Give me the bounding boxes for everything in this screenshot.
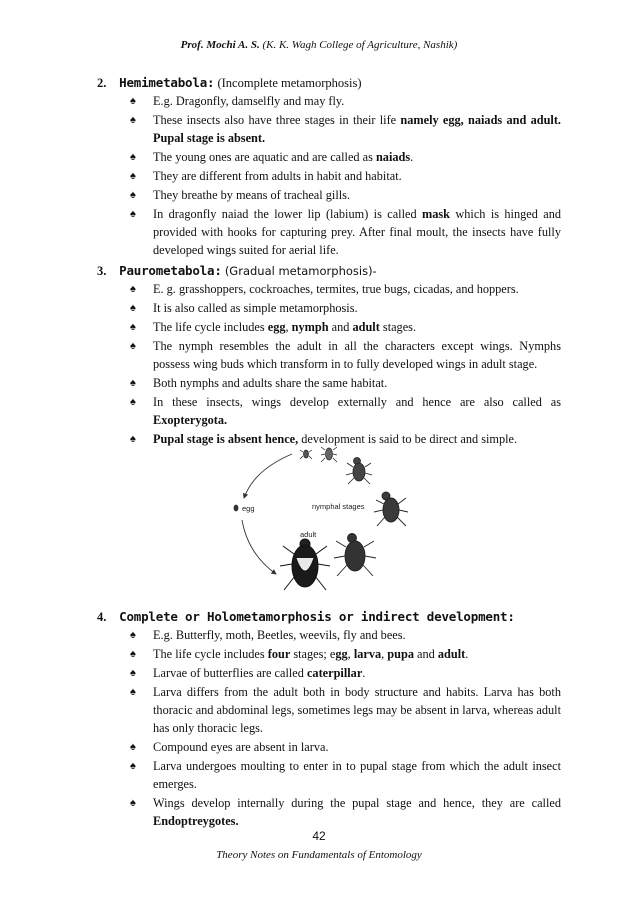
text-run: E.g. Dragonfly, damselfly and may fly. [153, 94, 345, 108]
nymph-icon [346, 458, 372, 485]
bold-text: namely egg, naiads and adult. Pupal stage is absent. [153, 113, 561, 145]
header-author: Prof. Mochi A. S. [180, 39, 260, 51]
text-run: which is hinged and provided with hooks for capturing prey. After final moult, the insects have fully developed wings suited for aerial life. [153, 207, 562, 257]
section-title: Hemimetabola: [119, 75, 215, 90]
section-holometamorphosis [97, 607, 561, 831]
section-title: Paurometabola: [119, 263, 222, 278]
bold-text: gg [335, 647, 348, 661]
text-run: They breathe by means of tracheal gills. [153, 188, 351, 202]
section-number: 2. [97, 76, 107, 90]
bold-text: larva [353, 647, 382, 661]
section-number: 3. [97, 264, 107, 278]
bullet-list [97, 626, 561, 830]
text-run: Both nymphs and adults share the same habitat. [153, 376, 388, 390]
list-item [97, 757, 561, 793]
section-heading [97, 607, 561, 626]
page-number: 42 [312, 829, 326, 843]
list-item [97, 205, 561, 259]
text-run: Compound eyes are absent in larva. [153, 740, 329, 754]
bold-text: nymph [291, 320, 329, 334]
spade-bullet-icon: ♠ [130, 321, 136, 333]
text-run: E. g. grasshoppers, cockroaches, termites, true bugs, cicadas, and hoppers. [153, 282, 519, 296]
spade-bullet-icon: ♠ [130, 433, 136, 445]
list-item [97, 393, 561, 429]
text-run: , [381, 647, 388, 661]
spade-bullet-icon: ♠ [130, 151, 136, 163]
list-item [97, 738, 561, 756]
list-item [97, 337, 561, 373]
text-run: Larvae of butterflies are called [153, 666, 307, 680]
spade-bullet-icon: ♠ [130, 189, 136, 201]
section-subtitle: (Incomplete metamorphosis) [217, 76, 362, 90]
cycle-arrow [242, 520, 276, 574]
bold-text: adult [352, 320, 380, 334]
nymph-icon [334, 534, 376, 577]
text-run: , [347, 647, 354, 661]
bold-text: egg [267, 320, 286, 334]
list-item [97, 280, 561, 298]
text-run: These insects also have three stages in their life [153, 113, 401, 127]
footer-title: Theory Notes on Fundamentals of Entomology [216, 849, 422, 861]
bold-text: naiads [375, 150, 411, 164]
list-item [97, 318, 561, 336]
text-run: The nymph resembles the adult in all the characters except wings. Nymphs possess wing buds which transform in to fully developed wings in adult stage. [153, 339, 561, 371]
list-item [97, 299, 561, 317]
nymph-icon [374, 492, 408, 526]
list-item [97, 664, 561, 682]
spade-bullet-icon: ♠ [130, 283, 136, 295]
spade-bullet-icon: ♠ [130, 114, 136, 126]
bold-text: Endoptreygotes. [153, 814, 239, 828]
text-run: E.g. Butterfly, moth, Beetles, weevils, fly and bees. [153, 628, 406, 642]
text-run: . [465, 647, 469, 661]
bold-text: four [267, 647, 291, 661]
section-hemimetabola [97, 73, 561, 260]
bold-text: Pupal stage is absent hence, [153, 432, 299, 446]
list-item [97, 794, 561, 830]
text-run: . [410, 150, 414, 164]
text-run: In these insects, wings develop externally and hence are also called as [153, 395, 561, 409]
nymph-icon [300, 450, 312, 459]
spade-bullet-icon: ♠ [130, 760, 136, 772]
text-run: The life cycle includes [153, 647, 268, 661]
spade-bullet-icon: ♠ [130, 340, 136, 352]
text-run: stages; e [290, 647, 336, 661]
text-run: development is said to be direct and simple. [298, 432, 518, 446]
text-run: and [413, 647, 438, 661]
spade-bullet-icon: ♠ [130, 667, 136, 679]
spade-bullet-icon: ♠ [130, 741, 136, 753]
text-run: In dragonfly naiad the lower lip (labium) is called [153, 207, 422, 221]
text-run: . [362, 666, 366, 680]
egg-label: egg [242, 504, 255, 513]
bullet-list [97, 280, 561, 448]
bold-text: mask [421, 207, 451, 221]
list-item [97, 167, 561, 185]
text-run: , [285, 320, 292, 334]
section-heading [97, 73, 561, 92]
spade-bullet-icon: ♠ [130, 648, 136, 660]
list-item [97, 374, 561, 392]
spade-bullet-icon: ♠ [130, 95, 136, 107]
list-item [97, 645, 561, 663]
list-item [97, 186, 561, 204]
list-item [97, 626, 561, 644]
text-run: Larva undergoes moulting to enter in to pupal stage from which the adult insect emerges. [153, 759, 561, 791]
section-title: Complete or Holometamorphosis or indirect development: [119, 609, 515, 624]
spade-bullet-icon: ♠ [130, 629, 136, 641]
life-cycle-diagram [226, 434, 416, 598]
page-header [0, 39, 638, 51]
adult-label: adult [300, 530, 317, 539]
spade-bullet-icon: ♠ [130, 170, 136, 182]
bold-text: adult [437, 647, 466, 661]
text-run: The life cycle includes [153, 320, 268, 334]
bold-text: pupa [387, 647, 414, 661]
list-item [97, 683, 561, 737]
section-paurometabola [97, 261, 561, 449]
text-run: stages. [379, 320, 417, 334]
cycle-arrow [244, 454, 292, 498]
section-number: 4. [97, 610, 107, 624]
list-item [97, 111, 561, 147]
text-run: and [328, 320, 353, 334]
header-college: (K. K. Wagh College of Agriculture, Nashik) [262, 39, 458, 51]
nymph-icon [321, 447, 337, 462]
section-heading [97, 261, 561, 280]
bullet-list [97, 92, 561, 259]
adult-insect-icon [280, 539, 330, 590]
spade-bullet-icon: ♠ [130, 208, 136, 220]
nymphal-stages-label: nymphal stages [312, 502, 365, 511]
bold-text: Exopterygota. [153, 413, 228, 427]
spade-bullet-icon: ♠ [130, 377, 136, 389]
spade-bullet-icon: ♠ [130, 686, 136, 698]
text-run: They are different from adults in habit and habitat. [153, 169, 402, 183]
list-item [97, 92, 561, 110]
spade-bullet-icon: ♠ [130, 797, 136, 809]
list-item [97, 148, 561, 166]
text-run: It is also called as simple metamorphosis. [153, 301, 358, 315]
spade-bullet-icon: ♠ [130, 396, 136, 408]
egg-icon [234, 505, 239, 512]
text-run: Larva differs from the adult both in body structure and habits. Larva has both thoracic and abdominal legs, sometimes legs may be absent in larva, whereas adult has only thoracic legs. [153, 685, 561, 735]
bold-text: caterpillar [306, 666, 363, 680]
text-run: Wings develop internally during the pupal stage and hence, they are called [153, 796, 561, 810]
spade-bullet-icon: ♠ [130, 302, 136, 314]
text-run: The young ones are aquatic and are called as [153, 150, 376, 164]
section-subtitle: (Gradual metamorphosis)- [224, 264, 377, 278]
